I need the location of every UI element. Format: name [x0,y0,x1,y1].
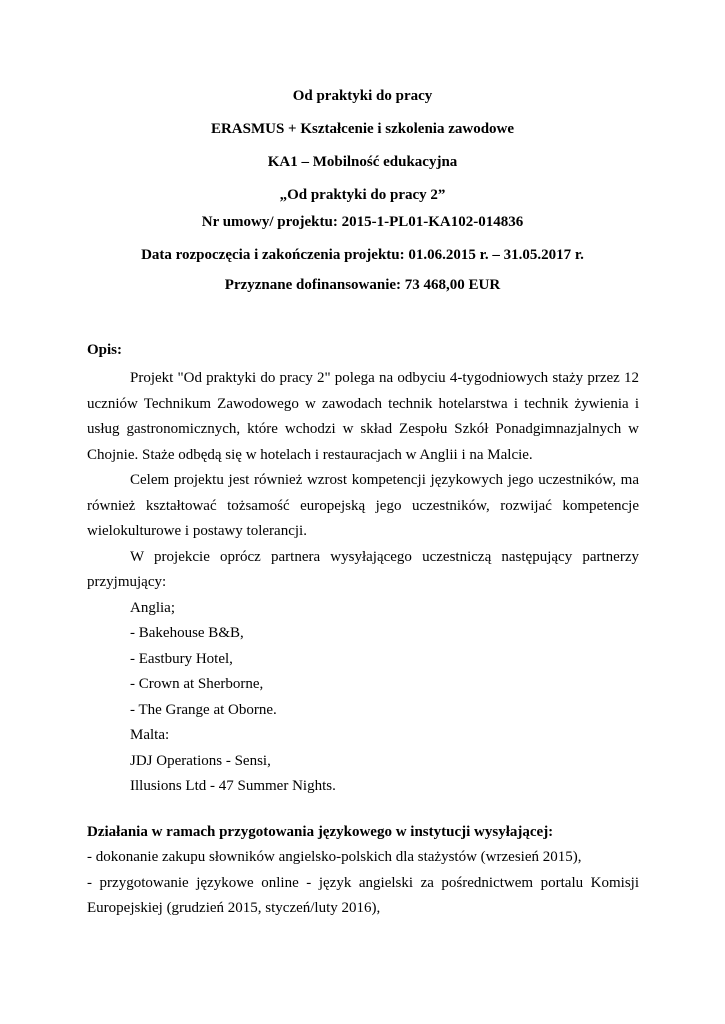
program-name: ERASMUS + Kształcenie i szkolenia zawodowe [210,121,515,137]
project-dates: Data rozpoczęcia i zakończenia projektu: 01.06.2015 r. – 31.05.2017 r. [141,247,584,263]
partner-item: JDJ Operations - Sensi, [130,752,271,769]
language-prep-body [87,845,639,922]
partner-item: - The Grange at Oborne. [130,701,277,718]
funding-amount: Przyznane dofinansowanie: 73 468,00 EUR [224,277,501,293]
partner-item: Illusions Ltd - 47 Summer Nights. [130,778,336,794]
language-prep-item: - dokonanie zakupu słowników angielsko-polskich dla stażystów (wrzesień 2015), [87,849,582,865]
project-name: „Od praktyki do pracy 2” [279,187,446,203]
language-prep-heading: Działania w ramach przygotowania językowego w instytucji wysyłającej: [87,824,554,840]
language-prep-item: - przygotowanie językowe online - język angielski za pośrednictwem portalu Komisji Europejskiej (grudzień 2015, styczeń/luty 2016), [87,874,639,916]
partner-item: - Bakehouse B&B, [130,625,244,641]
description-paragraph-3: W projekcie oprócz partnera wysyłającego uczestniczą następujący partnerzy przyjmujący: [87,548,639,590]
description-paragraph-2: Celem projektu jest również wzrost kompetencji językowych jego uczestników, ma również kształtować tożsamość europejską jego uczestników, rozwijać kompetencje wielokulturowe i postawy tolerancji. [87,472,639,539]
partner-item: - Eastbury Hotel, [130,650,233,667]
description-heading: Opis: [87,342,123,358]
contract-number: Nr umowy/ projektu: 2015-1-PL01-KA102-014836 [201,214,524,230]
description-paragraph-1: Projekt "Od praktyki do pracy 2" polega na odbyciu 4-tygodniowych staży przez 12 uczniów Technikum Zawodowego w zawodach technik hotelarstwa i technik żywienia i usług gastronomicznych, które wchodzi w skład Zespołu Szkół Ponadgimnazjalnych w Chojnie. Staże odbędą się w hotelach i restauracjach w Anglii i na Malcie. [87,370,639,463]
partner-item: Anglia; [130,599,175,616]
description-body [87,366,639,800]
document-title: Od praktyki do pracy [292,88,433,104]
partner-item: Malta: [130,727,170,743]
action-name: KA1 – Mobilność edukacyjna [267,154,458,170]
partner-item: - Crown at Sherborne, [130,676,264,692]
